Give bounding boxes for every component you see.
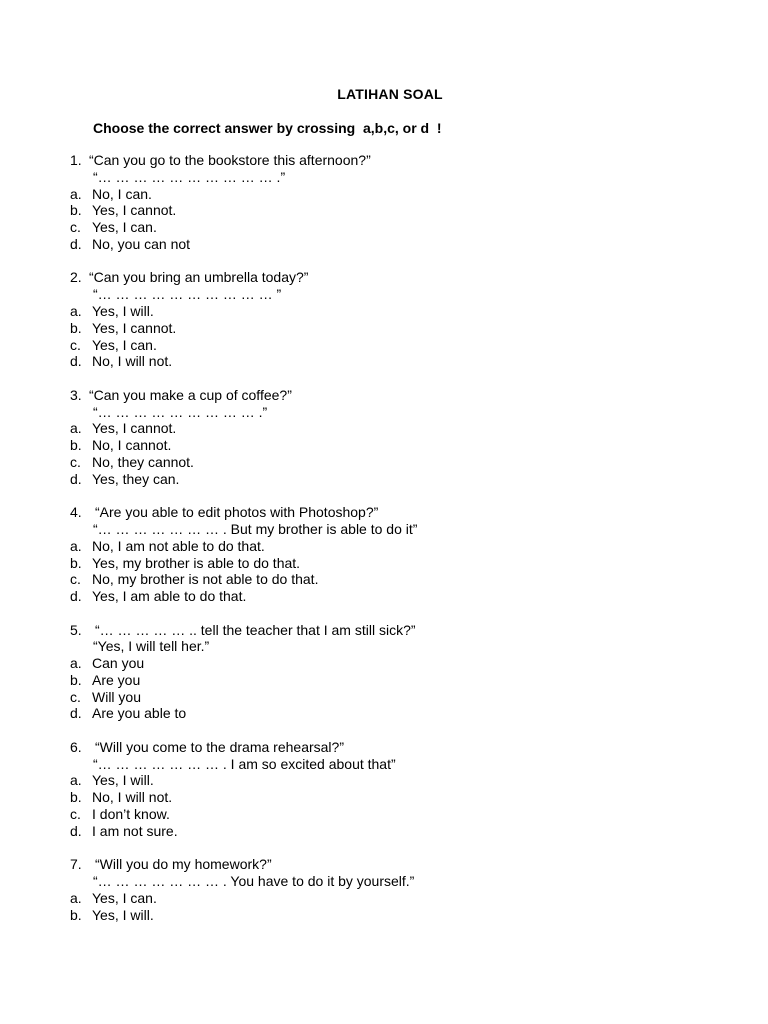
option-b[interactable] xyxy=(0,437,768,454)
option-b[interactable] xyxy=(0,672,768,689)
question-response: “… … … … … … … . But my brother is able to do it” xyxy=(93,520,418,537)
option-letter: d. xyxy=(70,353,82,370)
question-3 xyxy=(0,387,768,488)
option-text: Yes, I cannot. xyxy=(92,202,177,219)
option-c[interactable] xyxy=(0,337,768,354)
option-text: Yes, I will. xyxy=(92,906,154,923)
option-a[interactable] xyxy=(0,655,768,672)
option-letter: a. xyxy=(70,185,82,202)
option-text: Yes, I will. xyxy=(92,772,154,789)
option-b[interactable] xyxy=(0,907,768,924)
question-list xyxy=(0,152,768,940)
question-response: “Yes, I will tell her.” xyxy=(93,638,210,655)
question-number: 5. xyxy=(70,621,82,638)
option-text: Yes, I am able to do that. xyxy=(92,588,247,605)
option-text: Yes, they can. xyxy=(92,470,180,487)
option-letter: d. xyxy=(70,822,82,839)
page-title: LATIHAN SOAL xyxy=(337,86,443,102)
question-prompt: “Are you able to edit photos with Photoshop?” xyxy=(95,504,379,521)
question-response: “… … … … … … … . You have to do it by yourself.” xyxy=(93,873,415,890)
option-letter: b. xyxy=(70,319,82,336)
question-1 xyxy=(0,152,768,253)
option-text: Are you xyxy=(92,671,141,688)
question-5 xyxy=(0,622,768,723)
option-d[interactable] xyxy=(0,236,768,253)
option-letter: c. xyxy=(70,688,81,705)
option-text: Yes, I cannot. xyxy=(92,420,177,437)
option-text: Yes, my brother is able to do that. xyxy=(92,554,301,571)
option-letter: c. xyxy=(70,806,81,823)
option-letter: c. xyxy=(70,219,81,236)
option-text: No, I am not able to do that. xyxy=(92,537,265,554)
option-d[interactable] xyxy=(0,588,768,605)
option-letter: d. xyxy=(70,588,82,605)
option-a[interactable] xyxy=(0,890,768,907)
option-d[interactable] xyxy=(0,353,768,370)
question-number: 7. xyxy=(70,856,82,873)
option-c[interactable] xyxy=(0,454,768,471)
instruction-text: Choose the correct answer by crossing a,b,c, or d ! xyxy=(93,120,442,136)
option-letter: b. xyxy=(70,671,82,688)
option-d[interactable] xyxy=(0,823,768,840)
option-letter: a. xyxy=(70,420,82,437)
option-text: No, I cannot. xyxy=(92,437,172,454)
question-6 xyxy=(0,739,768,840)
option-letter: c. xyxy=(70,336,81,353)
question-response: “… … … … … … … … … … .” xyxy=(93,168,286,185)
option-text: No, my brother is not able to do that. xyxy=(92,571,319,588)
option-text: Yes, I can. xyxy=(92,219,157,236)
option-b[interactable] xyxy=(0,320,768,337)
option-text: Are you able to xyxy=(92,705,187,722)
option-a[interactable] xyxy=(0,186,768,203)
option-text: Can you xyxy=(92,655,145,672)
option-text: No, I will not. xyxy=(92,789,173,806)
question-number: 1. xyxy=(70,152,82,168)
option-text: Yes, I can. xyxy=(92,889,157,906)
option-b[interactable] xyxy=(0,202,768,219)
question-prompt: “Can you bring an umbrella today?” xyxy=(89,269,309,286)
option-letter: a. xyxy=(70,772,82,789)
question-prompt: “Can you go to the bookstore this afternoon?” xyxy=(89,152,371,168)
option-letter: a. xyxy=(70,889,82,906)
question-number: 3. xyxy=(70,386,82,403)
option-text: I am not sure. xyxy=(92,822,178,839)
option-text: No, I will not. xyxy=(92,353,173,370)
question-response: “… … … … … … … … … … ” xyxy=(93,286,282,303)
question-number: 4. xyxy=(70,504,82,521)
option-text: Will you xyxy=(92,688,142,705)
option-a[interactable] xyxy=(0,772,768,789)
option-a[interactable] xyxy=(0,538,768,555)
option-letter: b. xyxy=(70,554,82,571)
option-letter: b. xyxy=(70,906,82,923)
option-letter: d. xyxy=(70,470,82,487)
option-c[interactable] xyxy=(0,806,768,823)
option-text: No, I can. xyxy=(92,185,152,202)
option-text: Yes, I can. xyxy=(92,336,157,353)
option-text: Yes, I will. xyxy=(92,302,154,319)
option-d[interactable] xyxy=(0,705,768,722)
question-prompt: “Can you make a cup of coffee?” xyxy=(89,386,292,403)
option-c[interactable] xyxy=(0,689,768,706)
option-letter: b. xyxy=(70,437,82,454)
option-text: No, you can not xyxy=(92,235,191,252)
option-c[interactable] xyxy=(0,219,768,236)
option-c[interactable] xyxy=(0,571,768,588)
question-prompt: “Will you do my homework?” xyxy=(95,856,272,873)
question-number: 6. xyxy=(70,738,82,755)
option-letter: c. xyxy=(70,453,81,470)
option-letter: c. xyxy=(70,571,81,588)
option-a[interactable] xyxy=(0,303,768,320)
question-response: “… … … … … … … . I am so excited about that” xyxy=(93,755,396,772)
option-letter: d. xyxy=(70,235,82,252)
question-number: 2. xyxy=(70,269,82,286)
question-7 xyxy=(0,856,768,923)
question-4 xyxy=(0,504,768,605)
option-text: I don’t know. xyxy=(92,806,170,823)
option-b[interactable] xyxy=(0,789,768,806)
option-letter: a. xyxy=(70,655,82,672)
option-text: No, they cannot. xyxy=(92,453,194,470)
question-response: “… … … … … … … … … .” xyxy=(93,403,268,420)
question-prompt: “… … … … … .. tell the teacher that I am still sick?” xyxy=(95,621,416,638)
question-2 xyxy=(0,269,768,370)
option-d[interactable] xyxy=(0,471,768,488)
option-letter: d. xyxy=(70,705,82,722)
option-letter: a. xyxy=(70,537,82,554)
option-b[interactable] xyxy=(0,555,768,572)
option-a[interactable] xyxy=(0,420,768,437)
option-letter: a. xyxy=(70,302,82,319)
question-prompt: “Will you come to the drama rehearsal?” xyxy=(95,738,344,755)
option-letter: b. xyxy=(70,789,82,806)
option-text: Yes, I cannot. xyxy=(92,319,177,336)
option-letter: b. xyxy=(70,202,82,219)
